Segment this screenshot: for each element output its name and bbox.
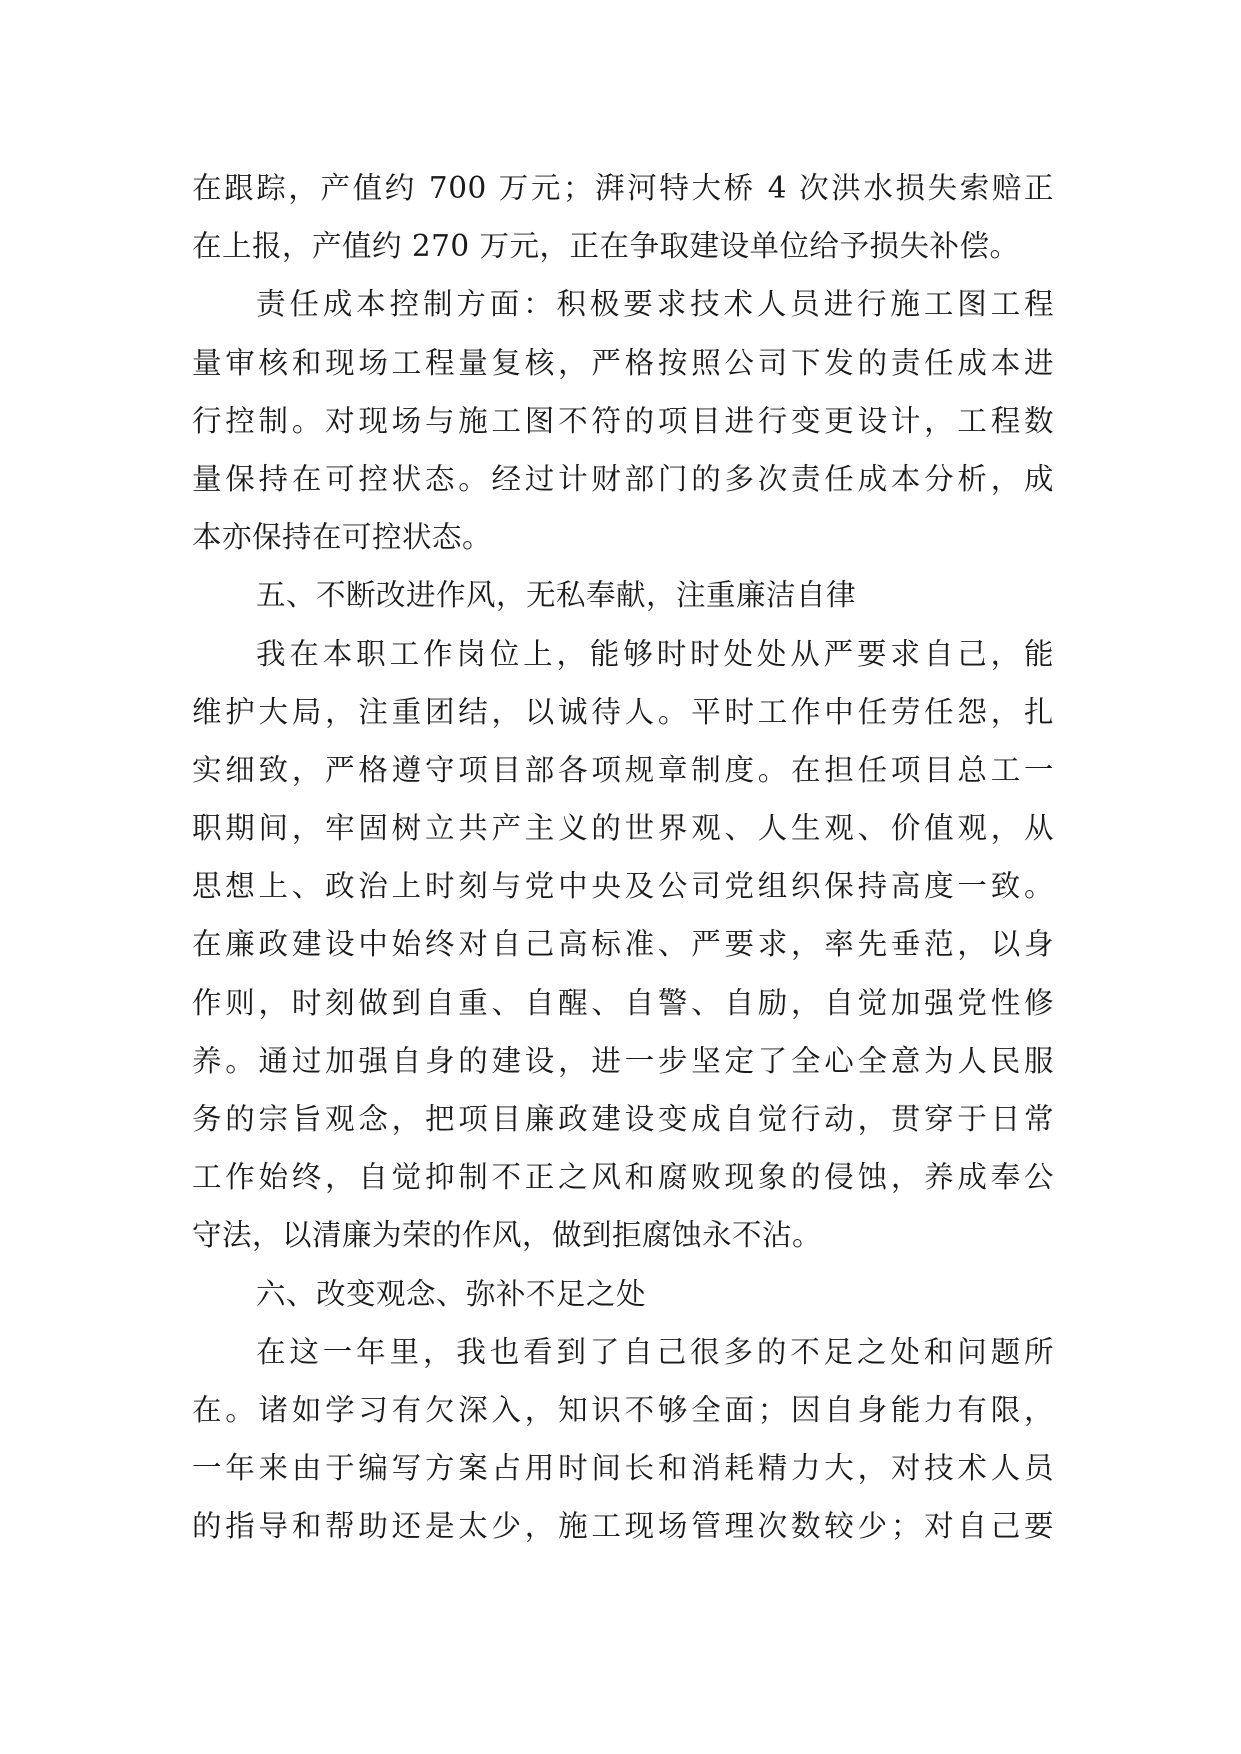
paragraph-start-shortcomings: 在这一年里，我也看到了自己很多的不足之处和问题所 xyxy=(256,1334,1054,1369)
text-line-16: 养。通过加强自身的建设，进一步坚定了全心全意为人民服 xyxy=(192,1043,1054,1078)
text-line-13: 思想上、政治上时刻与党中央及公司党组织保持高度一致。 xyxy=(192,869,1054,904)
text-line-6: 量保持在可控状态。经过计财部门的多次责任成本分析，成 xyxy=(192,461,1054,496)
text-line-19: 守法，以清廉为荣的作风，做到拒腐蚀永不沾。 xyxy=(192,1218,823,1253)
text-line-11: 实细致，严格遵守项目部各项规章制度。在担任项目总工一 xyxy=(192,752,1054,787)
text-line-10: 维护大局，注重团结，以诚待人。平时工作中任劳任怨，扎 xyxy=(192,694,1054,729)
text-line-1: 在跟踪，产值约 700 万元；湃河特大桥 4 次洪水损失索赔正 xyxy=(192,171,1054,205)
text-line-12: 职期间，牢固树立共产主义的世界观、人生观、价值观，从 xyxy=(192,811,1054,846)
text-line-22: 在。诸如学习有欠深入，知识不够全面；因自身能力有限， xyxy=(192,1392,1054,1427)
text-line-18: 工作始终，自觉抑制不正之风和腐败现象的侵蚀，养成奉公 xyxy=(192,1160,1054,1195)
paragraph-start-cost-control: 责任成本控制方面：积极要求技术人员进行施工图工程 xyxy=(256,287,1054,322)
text-line-14: 在廉政建设中始终对自己高标准、严要求，率先垂范，以身 xyxy=(192,927,1054,962)
text-line-2: 在上报，产值约 270 万元，正在争取建设单位给予损失补偿。 xyxy=(192,229,1020,264)
section-heading-5: 五、不断改进作风，无私奉献，注重廉洁自律 xyxy=(256,578,857,613)
text-line-4: 量审核和现场工程量复核，严格按照公司下发的责任成本进 xyxy=(192,345,1054,380)
text-line-23: 一年来由于编写方案占用时间长和消耗精力大，对技术人员 xyxy=(192,1451,1054,1486)
text-line-15: 作则，时刻做到自重、自醒、自警、自励，自觉加强党性修 xyxy=(192,985,1054,1020)
text-line-24: 的指导和帮助还是太少，施工现场管理次数较少；对自己要 xyxy=(192,1509,1054,1544)
document-body xyxy=(192,159,1054,1556)
text-line-5: 行控制。对现场与施工图不符的项目进行变更设计，工程数 xyxy=(192,403,1054,438)
text-line-7: 本亦保持在可控状态。 xyxy=(192,520,493,555)
text-line-17: 务的宗旨观念，把项目廉政建设变成自觉行动，贯穿于日常 xyxy=(192,1102,1054,1136)
paragraph-start-integrity: 我在本职工作岗位上，能够时时处处从严要求自己，能 xyxy=(256,636,1054,671)
section-heading-6: 六、改变观念、弥补不足之处 xyxy=(256,1276,647,1311)
